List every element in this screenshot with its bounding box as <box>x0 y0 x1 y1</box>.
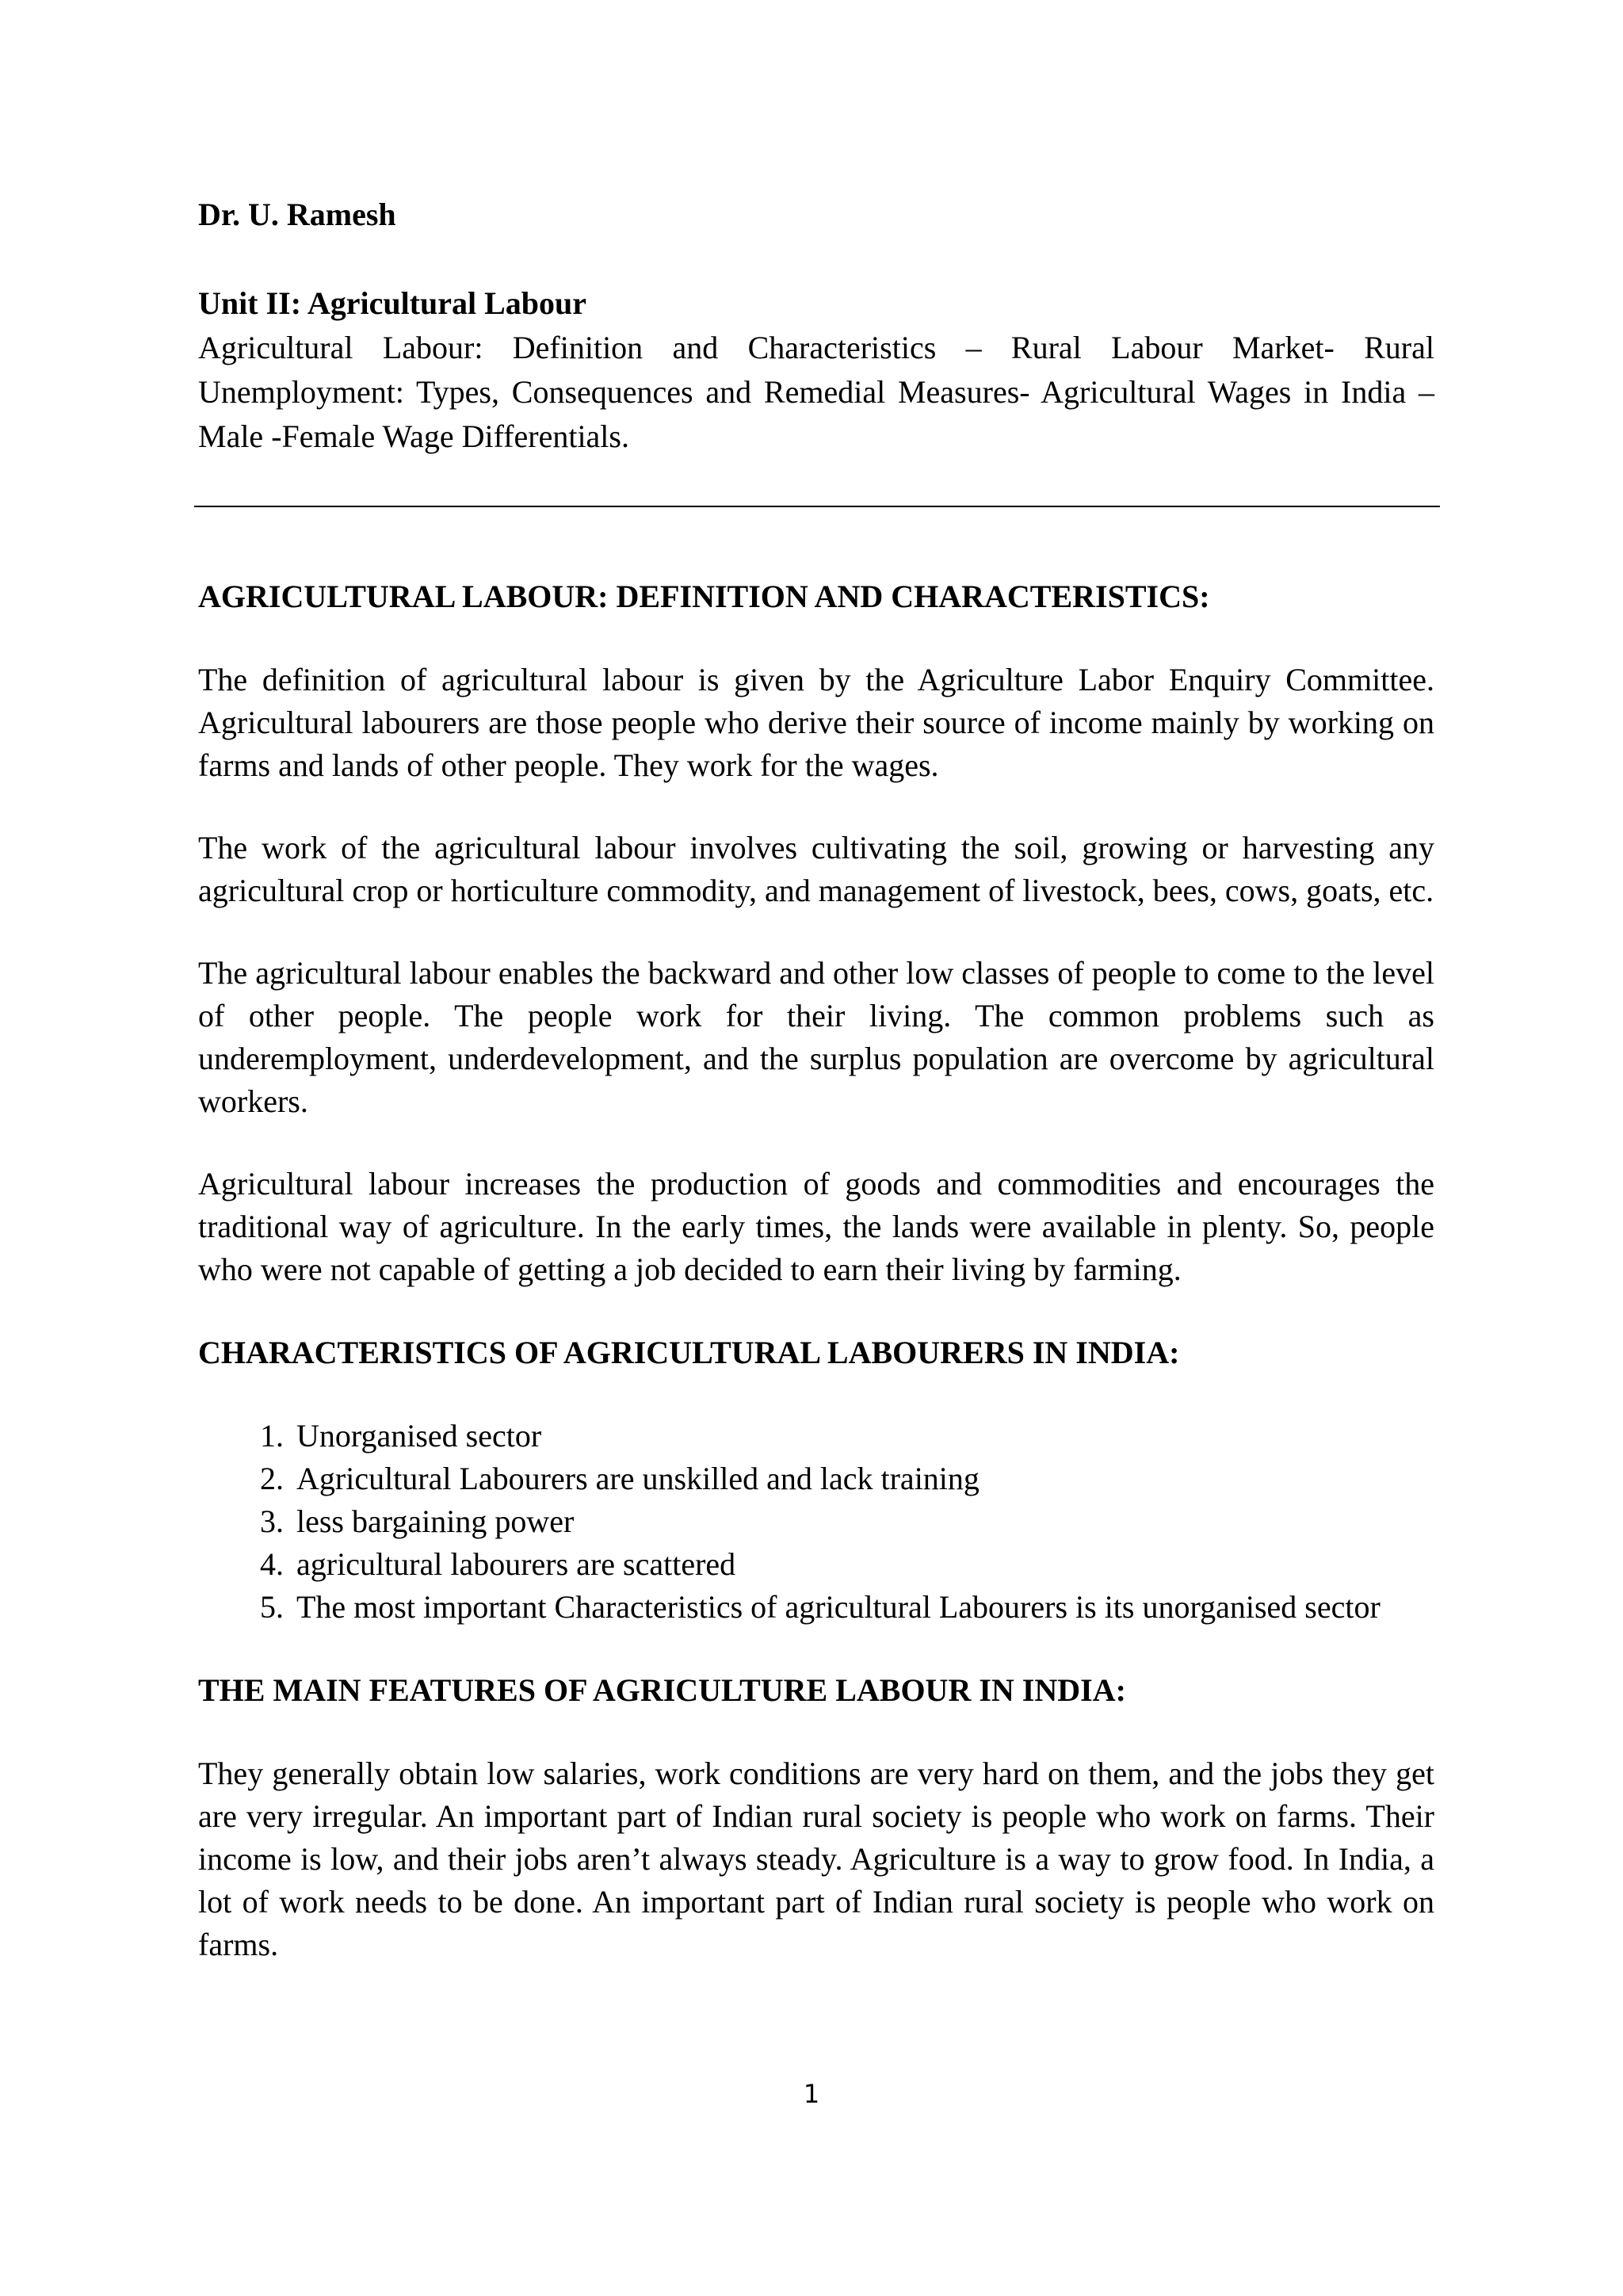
list-item-text: The most important Characteristics of agricultural Labourers is its unorganised sector <box>296 1589 1381 1625</box>
author-name: Dr. U. Ramesh <box>198 197 396 232</box>
list-item-text: Unorganised sector <box>296 1418 542 1454</box>
section-heading-features: THE MAIN FEATURES OF AGRICULTURE LABOUR IN INDIA: <box>198 1672 1126 1708</box>
list-item-number: 1. <box>260 1418 284 1454</box>
paragraph: The work of the agricultural labour involves cultivating the soil, growing or harvesting any agricultural crop or horticulture commodity, and management of livestock, bees, cows, goats, etc. <box>198 830 1434 908</box>
paragraph: Agricultural labour increases the production of goods and commodities and encourages the traditional way of agriculture. In the early times, the lands were available in plenty. So, people who were not capable of getting a job decided to earn their living by farming. <box>198 1166 1434 1287</box>
list-item-number: 4. <box>260 1546 284 1582</box>
list-item <box>198 1500 1434 1543</box>
paragraph: They generally obtain low salaries, work conditions are very hard on them, and the jobs they get are very irregular. An important part of Indian rural society is people who work on farms. Their income is low, and their jobs aren’t always steady. Agriculture is a way to grow food. In India, a lot of work needs to be done. An important part of Indian rural society is people who work on farms. <box>198 1755 1434 1962</box>
list-item-text: less bargaining power <box>296 1503 575 1539</box>
list-item-number: 5. <box>260 1589 284 1625</box>
document-body <box>198 575 1434 2006</box>
list-item <box>198 1415 1434 1457</box>
list-item <box>198 1586 1434 1629</box>
paragraph: The definition of agricultural labour is given by the Agriculture Labor Enquiry Committee. Agricultural labourers are those people who derive their source of income mainly by working on farms and lands of other people. They work for the wages. <box>198 662 1434 783</box>
list-item-text: Agricultural Labourers are unskilled and lack training <box>296 1461 980 1496</box>
unit-description: Agricultural Labour: Definition and Characteristics – Rural Labour Market- Rural Unemployment: Types, Consequences and Remedial Measures- Agricultural Wages in India – Male -Female Wage Differentials. <box>198 330 1434 454</box>
unit-title: Unit II: Agricultural Labour <box>198 285 587 321</box>
list-item-number: 3. <box>260 1503 284 1539</box>
list-item <box>198 1457 1434 1500</box>
list-item-text: agricultural labourers are scattered <box>296 1546 736 1582</box>
horizontal-divider <box>194 506 1440 507</box>
characteristics-list <box>198 1415 1434 1629</box>
section-heading-characteristics: CHARACTERISTICS OF AGRICULTURAL LABOURERS IN INDIA: <box>198 1335 1180 1370</box>
paragraph: The agricultural labour enables the backward and other low classes of people to come to the level of other people. The people work for their living. The common problems such as underemployment, underdevelopment, and the surplus population are overcome by agricultural workers. <box>198 955 1434 1119</box>
list-item-number: 2. <box>260 1461 284 1496</box>
list-item <box>198 1543 1434 1586</box>
section-heading-definition: AGRICULTURAL LABOUR: DEFINITION AND CHARACTERISTICS: <box>198 579 1210 614</box>
page-number: 1 <box>803 2079 820 2109</box>
document-header <box>198 193 1434 459</box>
